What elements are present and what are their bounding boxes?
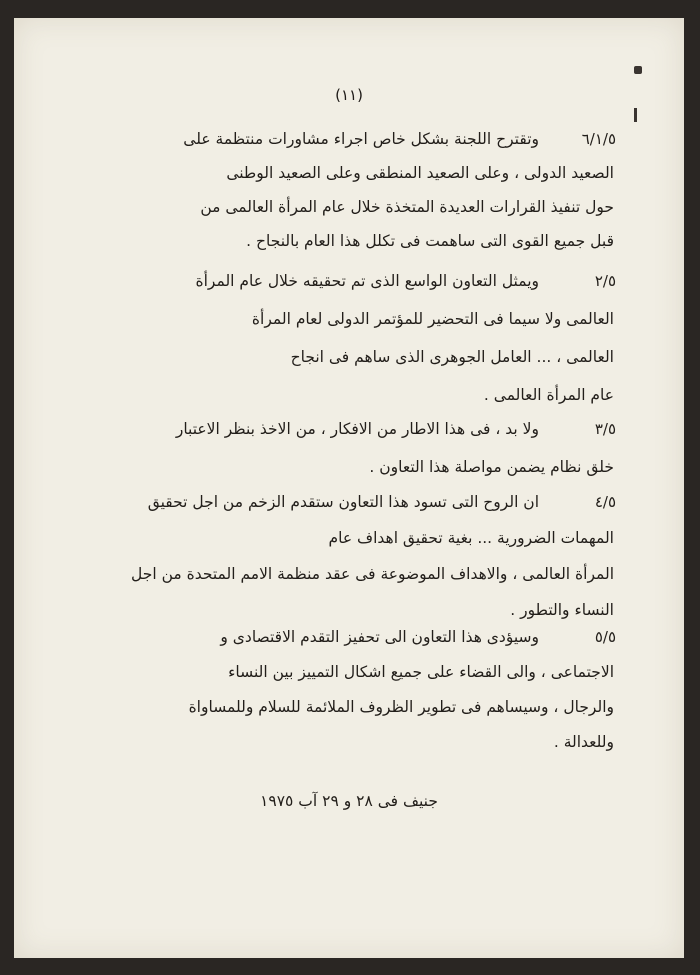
paragraph-line: والرجال ، وسيساهم فى تطوير الظروف الملائمة للسلام وللمساواة xyxy=(188,698,614,716)
paragraph-line: المرأة العالمى ، والاهداف الموضوعة فى عقد منظمة الامم المتحدة من اجل xyxy=(131,565,614,583)
paragraph-line: العالمى ، ... العامل الجوهرى الذى ساهم فى انجاح xyxy=(290,348,614,366)
paragraph-line: خلق نظام يضمن مواصلة هذا التعاون . xyxy=(369,458,614,476)
paragraph-line: وتقترح اللجنة بشكل خاص اجراء مشاورات منتظمة على xyxy=(183,130,539,148)
paragraph-5-5 xyxy=(76,620,614,760)
paragraph-number: ٢/٥ xyxy=(594,272,616,290)
paragraph-line: ويمثل التعاون الواسع الذى تم تحقيقه خلال عام المرأة xyxy=(195,272,539,290)
paragraph-line: وسيؤدى هذا التعاون الى تحفيز التقدم الاقتصادى و xyxy=(220,628,539,646)
paragraph-number: ٤/٥ xyxy=(594,493,616,511)
paragraph-line: ولا بد ، فى هذا الاطار من الافكار ، من الاخذ بنظر الاعتبار xyxy=(175,420,539,438)
paragraph-number: ٣/٥ xyxy=(594,420,616,438)
paragraph-4-5 xyxy=(76,484,614,628)
paragraph-line: عام المرأة العالمى . xyxy=(483,386,614,404)
paragraph-line: العالمى ولا سيما فى التحضير للمؤتمر الدولى لعام المرأة xyxy=(251,310,614,328)
place-and-date: جنيف فى ٢٨ و ٢٩ آب ١٩٧٥ xyxy=(260,792,438,810)
page-number: (١١) xyxy=(335,86,363,104)
ink-mark xyxy=(634,66,642,74)
paragraph-number: ٦/١/٥ xyxy=(581,130,616,148)
paragraph-line: ان الروح التى تسود هذا التعاون ستقدم الزخم من اجل تحقيق xyxy=(147,493,539,511)
document-page xyxy=(14,18,684,958)
ink-mark xyxy=(634,108,637,122)
paragraph-line: قبل جميع القوى التى ساهمت فى تكلل هذا العام بالنجاح . xyxy=(246,232,614,250)
paragraph-line: حول تنفيذ القرارات العديدة المتخذة خلال عام المرأة العالمى من xyxy=(200,198,614,216)
paragraph-line: المهمات الضرورية ... بغية تحقيق اهداف عام xyxy=(328,529,614,547)
paragraph-line: النساء والتطور . xyxy=(510,601,614,619)
paragraph-line: الاجتماعى ، والى القضاء على جميع اشكال التمييز بين النساء xyxy=(228,663,614,681)
paragraph-2-5 xyxy=(76,262,614,414)
paragraph-number: ٥/٥ xyxy=(594,628,616,646)
paragraph-6-1-5 xyxy=(76,122,614,258)
paragraph-line: وللعدالة . xyxy=(553,733,614,751)
paragraph-line: الصعيد الدولى ، وعلى الصعيد المنطقى وعلى الصعيد الوطنى xyxy=(226,164,614,182)
paragraph-3-5 xyxy=(76,410,614,486)
